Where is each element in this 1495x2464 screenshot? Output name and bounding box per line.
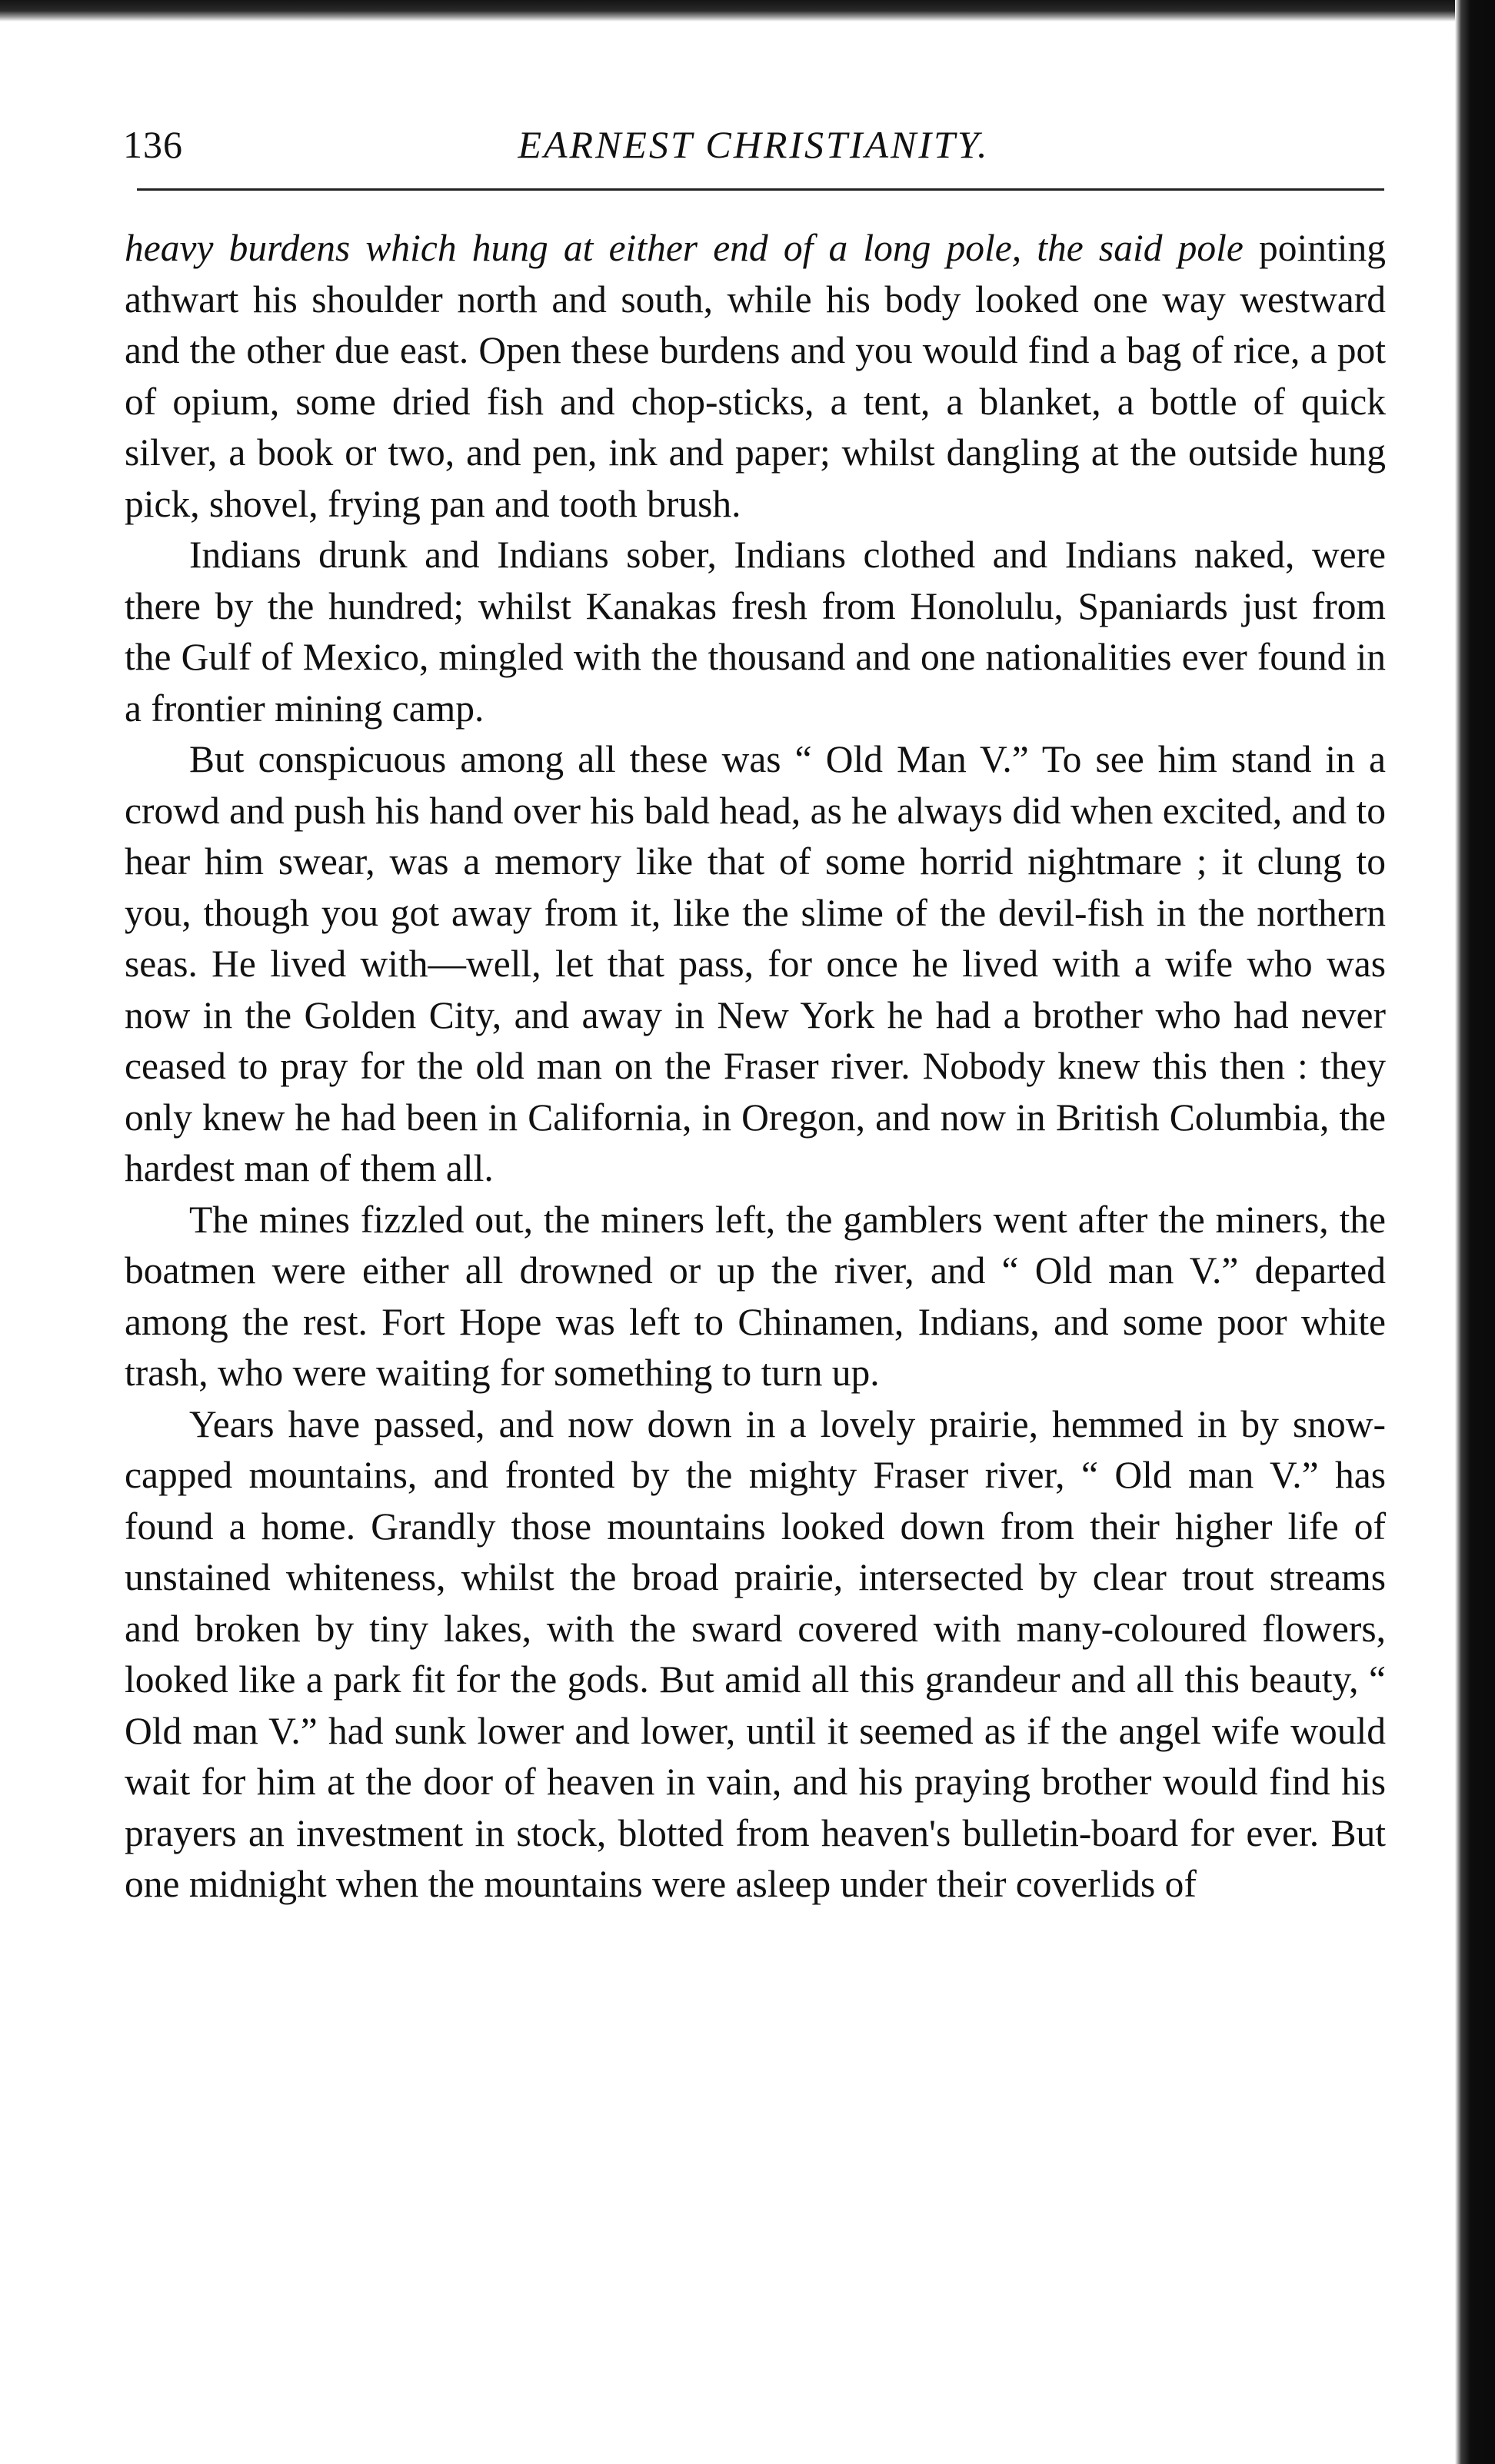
paragraph-continuation xyxy=(125,223,1386,530)
paragraph: Indians drunk and Indians sober, Indians clothed and Indians naked, were there by the hundred; whilst Kanakas fresh from Honolulu, Spaniards just from the Gulf of Mexico, mingled with the thousand and one nationalities ever found in a frontier mining camp. xyxy=(125,534,1386,730)
paragraph-text: pointing athwart his shoulder north and south, while his body looked one way westward and the other due east. Open these burdens and you would find a bag of rice, a pot of opium, some dried fish and chop-sticks, a tent, a blanket, a bottle of quick silver, a book or two, and pen, ink and paper; whilst dangling at the outside hung pick, shovel, frying pan and tooth brush. xyxy=(125,227,1386,525)
page-binding-edge-shadow xyxy=(1455,0,1495,2464)
paragraph: The mines fizzled out, the miners left, the gamblers went after the miners, the boatmen were either all drowned or up the river, and “ Old man V.” departed among the rest. Fort Hope was left to Chinamen, Indians, and some poor white trash, who were waiting for something to turn up. xyxy=(125,1198,1386,1394)
page-number: 136 xyxy=(123,123,183,166)
paragraph: But conspicuous among all these was “ Old Man V.” To see him stand in a crowd and push his hand over his bald head, as he always did when excited, and to hear him swear, was a memory like that of some horrid nightmare ; it clung to you, though you got away from it, like the slime of the devil-fish in the northern seas. He lived with—well, let that pass, for once he lived with a wife who was now in the Golden City, and away in New York he had a brother who had never ceased to pray for the old man on the Fraser river. Nobody knew this then : they only knew he had been in California, in Oregon, and now in British Columbia, the hardest man of them all. xyxy=(125,738,1386,1189)
page-header xyxy=(123,114,1384,175)
paragraph: Years have passed, and now down in a lovely prairie, hemmed in by snow-capped mountains, and fronted by the mighty Fraser river, “ Old man V.” has found a home. Grandly those mountains looked down from their higher life of unstained whiteness, whilst the broad prairie, intersected by clear trout streams and broken by tiny lakes, with the sward covered with many-coloured flowers, looked like a park fit for the gods. But amid all this grandeur and all this beauty, “ Old man V.” had sunk lower and lower, until it seemed as if the angel wife would wait for him at the door of heaven in vain, and his praying brother would find his prayers an investment in stock, blotted from heaven's bulletin-board for ever. But one midnight when the mountains were asleep under their coverlids of xyxy=(125,1402,1386,1905)
body-text xyxy=(125,223,1386,1910)
page-top-edge-shadow xyxy=(0,0,1495,22)
running-title: EARNEST CHRISTIANITY. xyxy=(518,123,990,166)
header-rule xyxy=(137,188,1384,191)
paragraph-lead-italic: heavy burdens which hung at either end of a long pole, the said pole xyxy=(125,227,1244,269)
